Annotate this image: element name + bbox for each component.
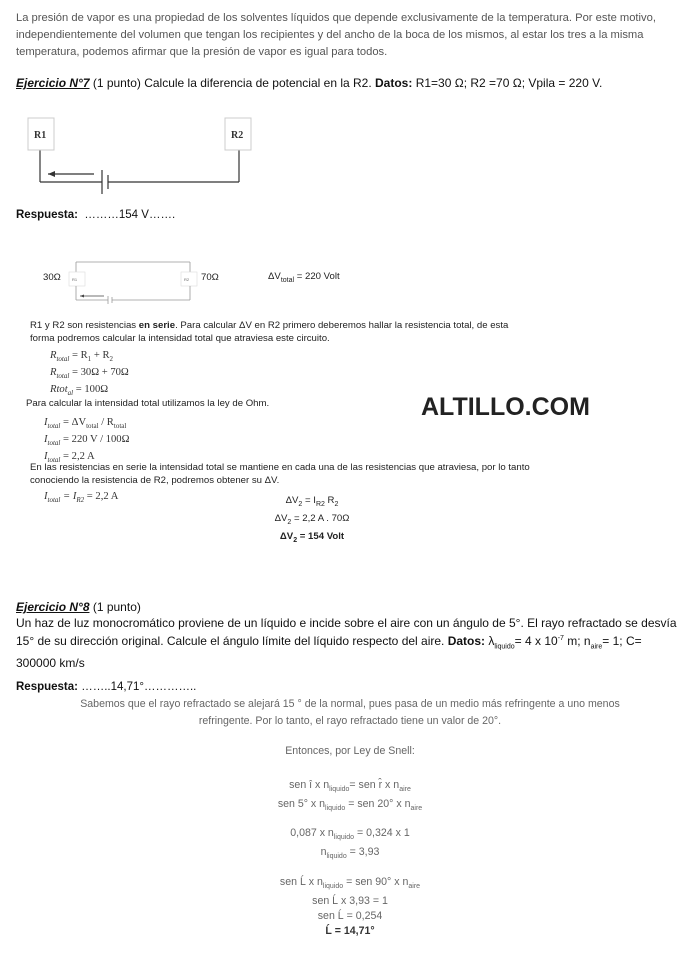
- snell-eq-6: sen Ĺ x 3,93 = 1: [312, 895, 388, 908]
- eq-rtotal-1: $R_{total} = R_1 + R_2$: [50, 350, 114, 364]
- mini-r1-label: R1: [72, 277, 78, 282]
- exercise-7-title: [16, 76, 696, 90]
- intensity-equations: [44, 416, 129, 467]
- answer-label: Respuesta:: [16, 209, 78, 221]
- solution-7-paragraph-1: [30, 319, 670, 345]
- expl-line-2: refringente. Por lo tanto, el rayo refractado tiene un valor de 20°.: [198, 715, 502, 727]
- dv-subscript: total: [280, 276, 295, 284]
- exercise-8-answer: [16, 681, 196, 693]
- exercise-7-label: Ejercicio N°7: [16, 76, 90, 90]
- eq-itotal-3: $I_{total} = 2,2$ A: [44, 451, 95, 465]
- mini-r2-value: 70Ω: [201, 272, 219, 283]
- exercise-8-line-1: Un haz de luz monocromático proviene de un líquido e incide sobre el aire con un ángulo de 5°. El rayo refractado se desvía: [16, 616, 677, 630]
- exercise-8-line-3: 300000 km/s: [16, 656, 85, 671]
- expl-line-1: Sabemos que el rayo refractado se alejará 15 ° de la normal, pues pasa de un medio más refringente a uno menos: [80, 698, 620, 710]
- dv-value: = 220 Volt: [294, 271, 340, 282]
- ohm-intro: Para calcular la intensidad total utilizamos la ley de Ohm.: [26, 398, 270, 409]
- answer-value: ………154 V…….: [84, 209, 176, 221]
- eq-rtotal-2: $R_{total} = 30\Omega + 70\Omega$: [50, 367, 129, 381]
- resistor-r1-label: R1: [34, 130, 47, 141]
- snell-equations-3: [0, 875, 700, 939]
- snell-eq-2: sen 5° x $n_{liquido}$ = sen 20° x $n_{aire}$: [277, 798, 423, 813]
- eq-itotal-ir2: $I_{total} = I_{R2} = 2,2$ A: [44, 491, 119, 505]
- eq-rtotal-3: Rtot$_{al}$ = 100Ω: [50, 384, 109, 398]
- sol-p1-b: en serie: [138, 320, 176, 331]
- exercise-8-explanation: [0, 696, 700, 730]
- snell-eq-8: Ĺ = 14,71°: [325, 925, 375, 938]
- serie-line-2: conociendo la resistencia de R2, podremos obtener su ΔV.: [30, 475, 280, 486]
- snell-equations-2: [0, 826, 700, 864]
- sol-p1-line2: forma podremos calcular la intensidad total que atraviesa este circuito.: [30, 333, 330, 344]
- answer-8-label: Respuesta:: [16, 681, 78, 693]
- snell-intro: Entonces, por Ley de Snell:: [285, 745, 415, 757]
- serie-paragraph: [30, 461, 690, 487]
- exercise-7-statement: (1 punto) Calcule la diferencia de potencial en la R2.: [89, 76, 376, 90]
- snell-eq-7: sen Ĺ = 0,254: [317, 910, 383, 923]
- eq-itotal-1: $I_{total} = \Delta V_{total} / R_{total}$: [44, 417, 127, 431]
- dv-symbol: ΔV: [268, 271, 281, 282]
- eq-dv2-1: $\Delta V_2 = I_{R2}$ $R_2$: [285, 495, 339, 508]
- circuit-diagram: [26, 110, 256, 200]
- mini-r2-label: R2: [184, 277, 190, 282]
- exercise-7-datos: R1=30 Ω; R2 =70 Ω; Vpila = 220 V.: [412, 76, 603, 90]
- exercise-8-label: Ejercicio N°8: [16, 600, 90, 614]
- serie-line-1: En las resistencias en serie la intensidad total se mantiene en cada una de las resistencias que atraviesa, por lo tanto: [30, 462, 530, 473]
- resistor-r2-label: R2: [231, 130, 244, 141]
- mini-r1-value: 30Ω: [43, 272, 61, 283]
- resistance-equations: [50, 349, 129, 400]
- exercise-7-answer: [16, 209, 175, 221]
- exercise-8-points: (1 punto): [89, 600, 141, 614]
- snell-equations-1: [0, 778, 700, 816]
- sol-p1-c: . Para calcular ΔV en R2 primero deberemos hallar la resistencia total, de esta: [175, 320, 509, 331]
- snell-eq-4: $n_{liquido} = 3,93$: [320, 846, 380, 861]
- exercise-7-datos-label: Datos:: [375, 76, 413, 90]
- exercise-8-block: [16, 599, 696, 671]
- dv2-equations: [252, 494, 372, 548]
- snell-eq-1: sen î x $n_{liquido}=$ sen r̂ x $n_{aire}$: [289, 779, 411, 794]
- snell-eq-5: sen Ĺ x $n_{liquido}$ = sen 90° x $n_{aire}$: [279, 876, 421, 891]
- watermark-logo: ALTILLO.COM: [421, 393, 590, 421]
- eq-dv2-3: $\Delta V_2 = 154$ Volt: [279, 530, 345, 544]
- eq-itotal-2: $I_{total} = 220$ V / 100Ω: [44, 434, 130, 448]
- exercise-8-line-2: 15° de su dirección original. Calcule el ángulo límite del líquido respecto del aire. Datos: $\lambda_{liquido}= 4$ x $10^{-7}$ m; $n_{aire}= 1$; C=: [16, 634, 642, 651]
- eq-dv2-2: $\Delta V_2 = 2,2$ A . 70Ω: [274, 512, 350, 526]
- intro-paragraph: La presión de vapor es una propiedad de los solventes líquidos que depende exclusivamente de la temperatura. Por este motivo, independientemente del volumen que tengan los recipientes y del ancho de la boca de los mismos, al estar los tres a la misma temperatura, podemos afirmar que la presión de vapor es igual para todos.: [16, 12, 656, 58]
- sol-p1-a: R1 y R2 son resistencias: [30, 320, 139, 331]
- answer-8-value: ……..14,71°…………..: [78, 681, 197, 693]
- mini-circuit-diagram: [64, 258, 204, 304]
- mini-dv-total: [268, 271, 340, 284]
- snell-eq-3: 0,087 x $n_{liquido} = 0,324$ x 1: [290, 827, 410, 842]
